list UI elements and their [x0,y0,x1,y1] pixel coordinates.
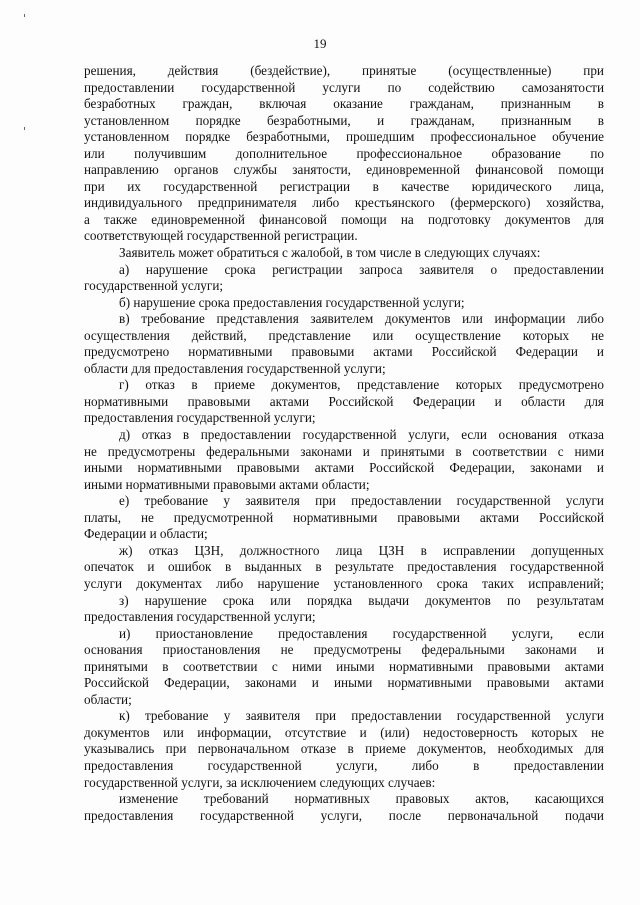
text-line: решения, действия (бездействие), принятые (осуществленные) при [84,63,604,78]
text-line: предоставлении государственной услуги по содействию самозанятости [84,79,604,95]
text-line: иными нормативными правовыми актами области; [84,476,370,492]
text-line: к) требование у заявителя при предоставлении государственной услуги [119,708,604,724]
text-line: нормативными правовыми актами Российской Федерации и области для [84,393,604,409]
text-line: предусмотрено нормативными правовыми актами Российской Федерации и [84,344,604,360]
text-line: иными нормативными правовыми актами Российской Федерации, законами и [84,460,604,476]
text-line: государственной услуги; [84,278,224,294]
text-line: индивидуального предпринимателя либо крестьянского (фермерского) хозяйства, [84,195,604,211]
text-line: изменение требований нормативных правовых актов, касающихся [119,791,604,807]
text-line: Заявитель может обратиться с жалобой, в том числе в следующих случаях: [119,245,541,261]
text-line: и) приостановление предоставления государственной услуги, если [119,625,604,641]
text-line: в) требование представления заявителем документов или информации либо [119,311,604,327]
text-line: основания приостановления не предусмотрены федеральными законами и [84,642,604,658]
text-line: безработных граждан, включая оказание гражданам, признанным в [84,96,604,112]
text-line: направлению органов службы занятости, единовременной финансовой помощи [84,162,604,178]
text-line: а) нарушение срока регистрации запроса заявителя о предоставлении [119,261,604,277]
text-line: платы, не предусмотренной нормативными правовыми актами Российской [84,509,604,525]
text-line: Российской Федерации, законами и иными нормативными правовыми актами [84,675,604,691]
text-line: г) отказ в приеме документов, представление которых предусмотрено [119,377,604,393]
text-line: установленном порядке безработными, прошедшим профессиональное обучение [84,129,604,145]
page-number: 19 [313,36,327,51]
text-line: предоставления государственной услуги; [84,410,316,426]
text-line: области для предоставления государственной услуги; [84,360,386,376]
text-line: а также единовременной финансовой помощи на подготовку документов для [84,211,604,227]
text-line: осуществления действий, представление или осуществление которых не [84,327,604,343]
document-body [84,63,604,824]
text-line: Федерации и области; [84,526,208,542]
text-line: документов или информации, отсутствие и (или) недостоверность которых не [84,724,604,740]
text-line: е) требование у заявителя при предоставлении государственной услуги [119,493,604,509]
text-line: принятыми в соответствии с ними иными нормативными правовыми актами [84,658,604,674]
text-line: ж) отказ ЦЗН, должностного лица ЦЗН в исправлении допущенных [119,542,604,558]
scan-mark [24,14,25,17]
text-line: предоставления государственной услуги; [84,609,316,625]
text-line: не предусмотрены федеральными законами и принятыми в соответствии с ними [84,443,604,459]
text-line: государственной услуги, за исключением следующих случаев: [84,774,436,790]
text-line: б) нарушение срока предоставления государственной услуги; [119,294,465,310]
text-line: соответствующей государственной регистрации. [84,228,358,244]
text-line: указывались при первоначальном отказе в приеме документов, необходимых для [84,741,604,757]
text-line: области; [84,691,132,707]
text-line: опечаток и ошибок в выданных в результате предоставления государственной [84,559,604,575]
text-line: предоставления государственной услуги, либо в предоставлении [84,757,604,773]
text-line: з) нарушение срока или порядка выдачи документов по результатам [119,592,604,608]
text-line: установленном порядке безработными, и гражданам, признанным в [84,112,604,128]
text-line: предоставления государственной услуги, после первоначальной подачи [84,807,604,823]
text-line: услуги документах либо нарушение установленного срока таких исправлений; [84,575,604,591]
text-line: при их государственной регистрации в качестве юридического лица, [84,178,604,194]
text-line: или получившим дополнительное профессиональное образование по [84,145,604,161]
scan-mark [24,127,25,130]
text-line: д) отказ в предоставлении государственной услуги, если основания отказа [119,427,604,443]
